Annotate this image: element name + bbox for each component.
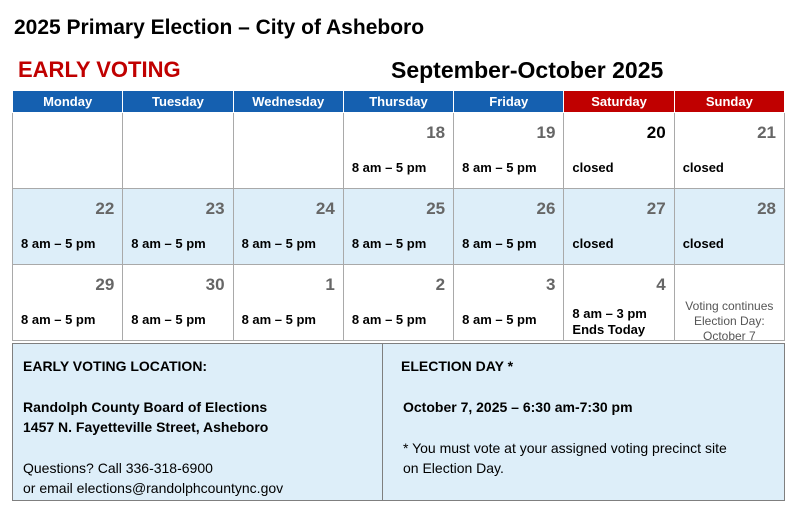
voting-hours: 8 am – 3 pm xyxy=(572,306,647,321)
election-day-note xyxy=(675,299,784,344)
election-day-heading: ELECTION DAY * xyxy=(401,358,514,374)
day-number: 2 xyxy=(435,275,446,294)
voting-hours: 8 am – 5 pm xyxy=(462,160,537,175)
precinct-note-line2: on Election Day. xyxy=(403,460,504,476)
voting-hours: 8 am – 5 pm xyxy=(351,160,427,175)
calendar-cell xyxy=(233,265,343,341)
day-number: 29 xyxy=(95,275,115,294)
voting-hours: closed xyxy=(572,236,614,251)
questions-phone: Questions? Call 336-318-6900 xyxy=(23,460,213,476)
voting-hours: closed xyxy=(572,160,614,175)
calendar-cell xyxy=(564,113,674,189)
week-row-3 xyxy=(13,265,785,341)
day-number: 1 xyxy=(325,275,335,294)
calendar-cell xyxy=(233,189,343,265)
calendar-cell xyxy=(674,189,784,265)
voting-hours: 8 am – 5 pm xyxy=(462,236,537,251)
week-row-1 xyxy=(13,113,785,189)
week-row-2 xyxy=(13,189,785,265)
contact-email: or email elections@randolphcountync.gov xyxy=(23,480,284,496)
period-heading: September-October 2025 xyxy=(391,57,664,83)
day-number: 26 xyxy=(536,199,556,218)
note-line: October 7 xyxy=(702,329,756,343)
weekday-header-row xyxy=(13,91,785,113)
voting-hours: 8 am – 5 pm xyxy=(241,236,316,251)
info-panel xyxy=(12,343,785,501)
calendar-cell xyxy=(343,189,453,265)
voting-hours: 8 am – 5 pm xyxy=(131,312,206,327)
day-number: 25 xyxy=(426,199,446,218)
location-name: Randolph County Board of Elections xyxy=(23,399,268,415)
precinct-note-line1: * You must vote at your assigned voting precinct site xyxy=(403,440,727,456)
header-tuesday: Tuesday xyxy=(123,91,233,113)
calendar-cell-empty xyxy=(123,113,233,189)
voting-hours: closed xyxy=(682,236,724,251)
calendar-cell xyxy=(343,265,453,341)
calendar-cell-empty xyxy=(13,113,123,189)
voting-hours-block xyxy=(572,306,646,338)
location-address: 1457 N. Fayetteville Street, Asheboro xyxy=(23,419,269,435)
calendar-cell xyxy=(13,265,123,341)
day-number: 18 xyxy=(426,123,446,142)
day-number: 23 xyxy=(205,199,225,218)
calendar-cell-note xyxy=(674,265,784,341)
day-number: 24 xyxy=(315,199,335,218)
early-voting-calendar xyxy=(12,90,785,341)
header-thursday: Thursday xyxy=(343,91,453,113)
voting-hours: 8 am – 5 pm xyxy=(21,236,96,251)
day-number: 21 xyxy=(757,123,776,142)
calendar-cell xyxy=(13,189,123,265)
calendar-cell xyxy=(454,113,564,189)
ends-today-label: Ends Today xyxy=(572,322,646,337)
header-saturday: Saturday xyxy=(564,91,674,113)
early-voting-heading: EARLY VOTING xyxy=(18,57,181,82)
voting-hours: 8 am – 5 pm xyxy=(131,236,206,251)
day-number: 30 xyxy=(205,275,225,294)
calendar-cell xyxy=(454,189,564,265)
calendar-cell xyxy=(343,113,453,189)
calendar-cell xyxy=(564,189,674,265)
day-number: 20 xyxy=(646,123,666,142)
location-heading: EARLY VOTING LOCATION: xyxy=(23,358,208,374)
voting-hours: 8 am – 5 pm xyxy=(21,312,96,327)
header-monday: Monday xyxy=(13,91,123,113)
panel-divider xyxy=(382,344,383,500)
day-number: 22 xyxy=(95,199,115,218)
voting-hours: 8 am – 5 pm xyxy=(462,312,537,327)
day-number: 27 xyxy=(646,199,666,218)
calendar-cell xyxy=(123,189,233,265)
page-title: 2025 Primary Election – City of Asheboro xyxy=(14,16,425,39)
note-line: Election Day: xyxy=(693,314,765,328)
voting-hours: closed xyxy=(682,160,724,175)
calendar-cell-last-day xyxy=(564,265,674,341)
note-line: Voting continues xyxy=(685,299,774,313)
calendar-cell xyxy=(454,265,564,341)
day-number: 19 xyxy=(536,123,556,142)
day-number: 28 xyxy=(757,199,776,218)
header-sunday: Sunday xyxy=(674,91,784,113)
election-day-date: October 7, 2025 – 6:30 am-7:30 pm xyxy=(403,399,633,415)
voting-hours: 8 am – 5 pm xyxy=(351,236,427,251)
voting-hours: 8 am – 5 pm xyxy=(241,312,316,327)
header-friday: Friday xyxy=(454,91,564,113)
voting-hours: 8 am – 5 pm xyxy=(351,312,427,327)
calendar-cell xyxy=(674,113,784,189)
calendar-cell xyxy=(123,265,233,341)
header-wednesday: Wednesday xyxy=(233,91,343,113)
calendar-cell-empty xyxy=(233,113,343,189)
day-number: 4 xyxy=(656,275,666,294)
day-number: 3 xyxy=(545,275,556,294)
